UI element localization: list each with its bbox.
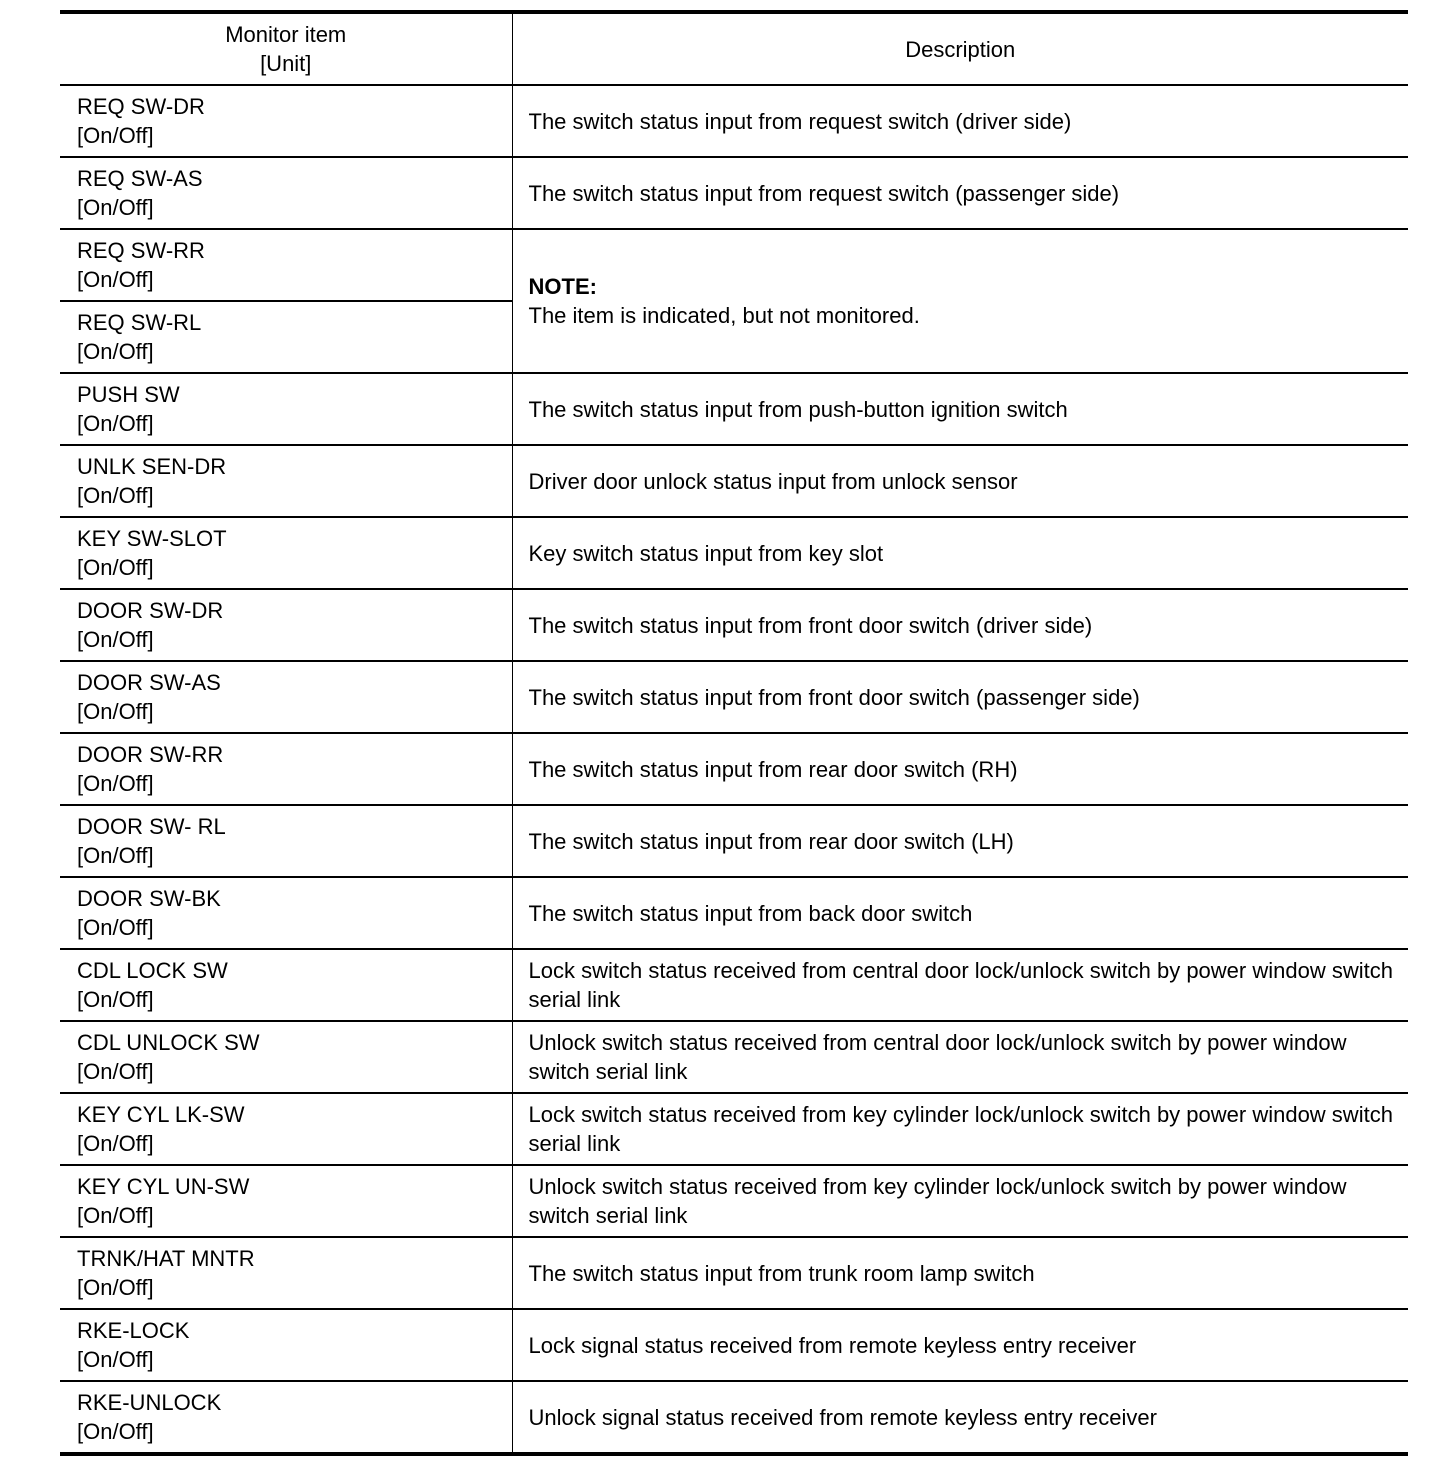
monitor-item-unit: [On/Off]	[77, 339, 154, 364]
description-cell	[512, 1165, 1408, 1237]
monitor-item-name: KEY CYL UN-SW	[77, 1174, 250, 1199]
description-cell	[512, 589, 1408, 661]
description-cell	[512, 1309, 1408, 1381]
monitor-item-unit: [On/Off]	[77, 411, 154, 436]
monitor-item-table	[60, 10, 1408, 1456]
description-text: The switch status input from back door switch	[528, 900, 973, 926]
monitor-item-name: DOOR SW-DR	[77, 598, 224, 623]
description-text: The switch status input from rear door switch (RH)	[528, 756, 1018, 782]
monitor-item-cell	[60, 1381, 512, 1454]
table-row	[60, 445, 1408, 517]
monitor-item-unit: [On/Off]	[77, 483, 154, 508]
description-cell	[512, 1237, 1408, 1309]
description-text: The switch status input from front door switch (passenger side)	[528, 684, 1140, 710]
table-row	[60, 1021, 1408, 1093]
monitor-item-unit: [On/Off]	[77, 1275, 154, 1300]
monitor-item-cell	[60, 517, 512, 589]
monitor-item-cell	[60, 229, 512, 301]
monitor-item-unit: [On/Off]	[77, 627, 154, 652]
monitor-item-name: CDL LOCK SW	[77, 958, 228, 983]
description-text: The switch status input from front door switch (driver side)	[528, 612, 1093, 638]
description-text: Driver door unlock status input from unlock sensor	[528, 468, 1018, 494]
monitor-item-cell	[60, 877, 512, 949]
description-text: The switch status input from rear door switch (LH)	[528, 828, 1014, 854]
monitor-item-cell	[60, 661, 512, 733]
monitor-item-unit: [On/Off]	[77, 1131, 154, 1156]
description-text: Unlock switch status received from central door lock/unlock switch by power window switch serial link	[528, 1030, 1347, 1084]
description-cell	[512, 1093, 1408, 1165]
table-row	[60, 949, 1408, 1021]
monitor-item-name: PUSH SW	[77, 382, 180, 407]
monitor-item-unit: [On/Off]	[77, 843, 154, 868]
monitor-item-unit: [On/Off]	[77, 123, 154, 148]
description-text: Lock switch status received from central door lock/unlock switch by power window switch serial link	[528, 958, 1393, 1012]
table-row	[60, 373, 1408, 445]
monitor-item-name: KEY CYL LK-SW	[77, 1102, 245, 1127]
monitor-item-cell	[60, 1021, 512, 1093]
table-row	[60, 1237, 1408, 1309]
table-row	[60, 589, 1408, 661]
monitor-item-name: REQ SW-RR	[77, 238, 205, 263]
description-cell	[512, 373, 1408, 445]
monitor-item-name: UNLK SEN-DR	[77, 454, 227, 479]
description-text: Unlock signal status received from remote keyless entry receiver	[528, 1404, 1157, 1430]
monitor-item-name: REQ SW-DR	[77, 94, 205, 119]
monitor-item-unit: [On/Off]	[77, 555, 154, 580]
table-row	[60, 877, 1408, 949]
monitor-item-unit: [On/Off]	[77, 699, 154, 724]
monitor-item-cell	[60, 1309, 512, 1381]
description-cell	[512, 445, 1408, 517]
table-row	[60, 1165, 1408, 1237]
note-label: NOTE:	[528, 274, 597, 299]
monitor-item-unit: [On/Off]	[77, 1347, 154, 1372]
monitor-item-unit: [On/Off]	[77, 987, 154, 1012]
table-row	[60, 85, 1408, 157]
monitor-item-name: KEY SW-SLOT	[77, 526, 227, 551]
monitor-item-unit: [On/Off]	[77, 267, 154, 292]
description-cell	[512, 157, 1408, 229]
monitor-item-name: CDL UNLOCK SW	[77, 1030, 260, 1055]
description-cell	[512, 733, 1408, 805]
monitor-item-name: TRNK/HAT MNTR	[77, 1246, 255, 1271]
table-row	[60, 1381, 1408, 1454]
table-header-row	[60, 12, 1408, 85]
monitor-item-name: DOOR SW-AS	[77, 670, 221, 695]
monitor-item-unit: [On/Off]	[77, 915, 154, 940]
monitor-item-cell	[60, 1093, 512, 1165]
monitor-item-name: DOOR SW- RL	[77, 814, 226, 839]
description-text: The switch status input from push-button ignition switch	[528, 396, 1068, 422]
monitor-item-cell	[60, 949, 512, 1021]
description-cell	[512, 517, 1408, 589]
description-text: Lock signal status received from remote keyless entry receiver	[528, 1332, 1137, 1358]
description-text: The switch status input from trunk room lamp switch	[528, 1260, 1035, 1286]
monitor-item-name: REQ SW-AS	[77, 166, 203, 191]
description-text: Unlock switch status received from key cylinder lock/unlock switch by power window switch serial link	[528, 1174, 1347, 1228]
table-row	[60, 229, 1408, 301]
table-row	[60, 157, 1408, 229]
table-row	[60, 661, 1408, 733]
description-cell	[512, 805, 1408, 877]
monitor-item-name: DOOR SW-RR	[77, 742, 224, 767]
monitor-item-cell	[60, 1237, 512, 1309]
description-text: The switch status input from request switch (driver side)	[528, 108, 1072, 134]
description-cell	[512, 1381, 1408, 1454]
monitor-item-cell	[60, 157, 512, 229]
table-row	[60, 805, 1408, 877]
description-cell	[512, 877, 1408, 949]
note-text: The item is indicated, but not monitored.	[528, 303, 920, 328]
table-row	[60, 517, 1408, 589]
monitor-item-name: RKE-UNLOCK	[77, 1390, 222, 1415]
monitor-item-name: DOOR SW-BK	[77, 886, 221, 911]
monitor-item-unit: [On/Off]	[77, 1203, 154, 1228]
note-cell	[512, 229, 1408, 373]
monitor-item-unit: [On/Off]	[77, 771, 154, 796]
header-monitor-item	[60, 12, 512, 85]
monitor-item-cell	[60, 85, 512, 157]
monitor-item-cell	[60, 445, 512, 517]
monitor-item-cell	[60, 733, 512, 805]
table-row	[60, 1093, 1408, 1165]
monitor-item-cell	[60, 1165, 512, 1237]
monitor-item-unit: [On/Off]	[77, 1059, 154, 1084]
description-text: The switch status input from request switch (passenger side)	[528, 180, 1120, 206]
description-cell	[512, 1021, 1408, 1093]
description-cell	[512, 661, 1408, 733]
header-monitor-item-label: Monitor item	[225, 22, 347, 47]
description-text: Key switch status input from key slot	[528, 540, 884, 566]
monitor-item-cell	[60, 589, 512, 661]
monitor-item-name: RKE-LOCK	[77, 1318, 190, 1343]
description-text: Lock switch status received from key cylinder lock/unlock switch by power window switch serial link	[528, 1102, 1393, 1156]
monitor-item-unit: [On/Off]	[77, 195, 154, 220]
monitor-item-cell	[60, 805, 512, 877]
table-row	[60, 1309, 1408, 1381]
monitor-item-unit: [On/Off]	[77, 1419, 154, 1444]
table-row	[60, 733, 1408, 805]
monitor-item-cell	[60, 373, 512, 445]
header-description: Description	[905, 36, 1016, 62]
monitor-item-name: REQ SW-RL	[77, 310, 202, 335]
header-unit-label: [Unit]	[260, 51, 312, 76]
monitor-item-cell	[60, 301, 512, 373]
description-cell	[512, 85, 1408, 157]
description-cell	[512, 949, 1408, 1021]
